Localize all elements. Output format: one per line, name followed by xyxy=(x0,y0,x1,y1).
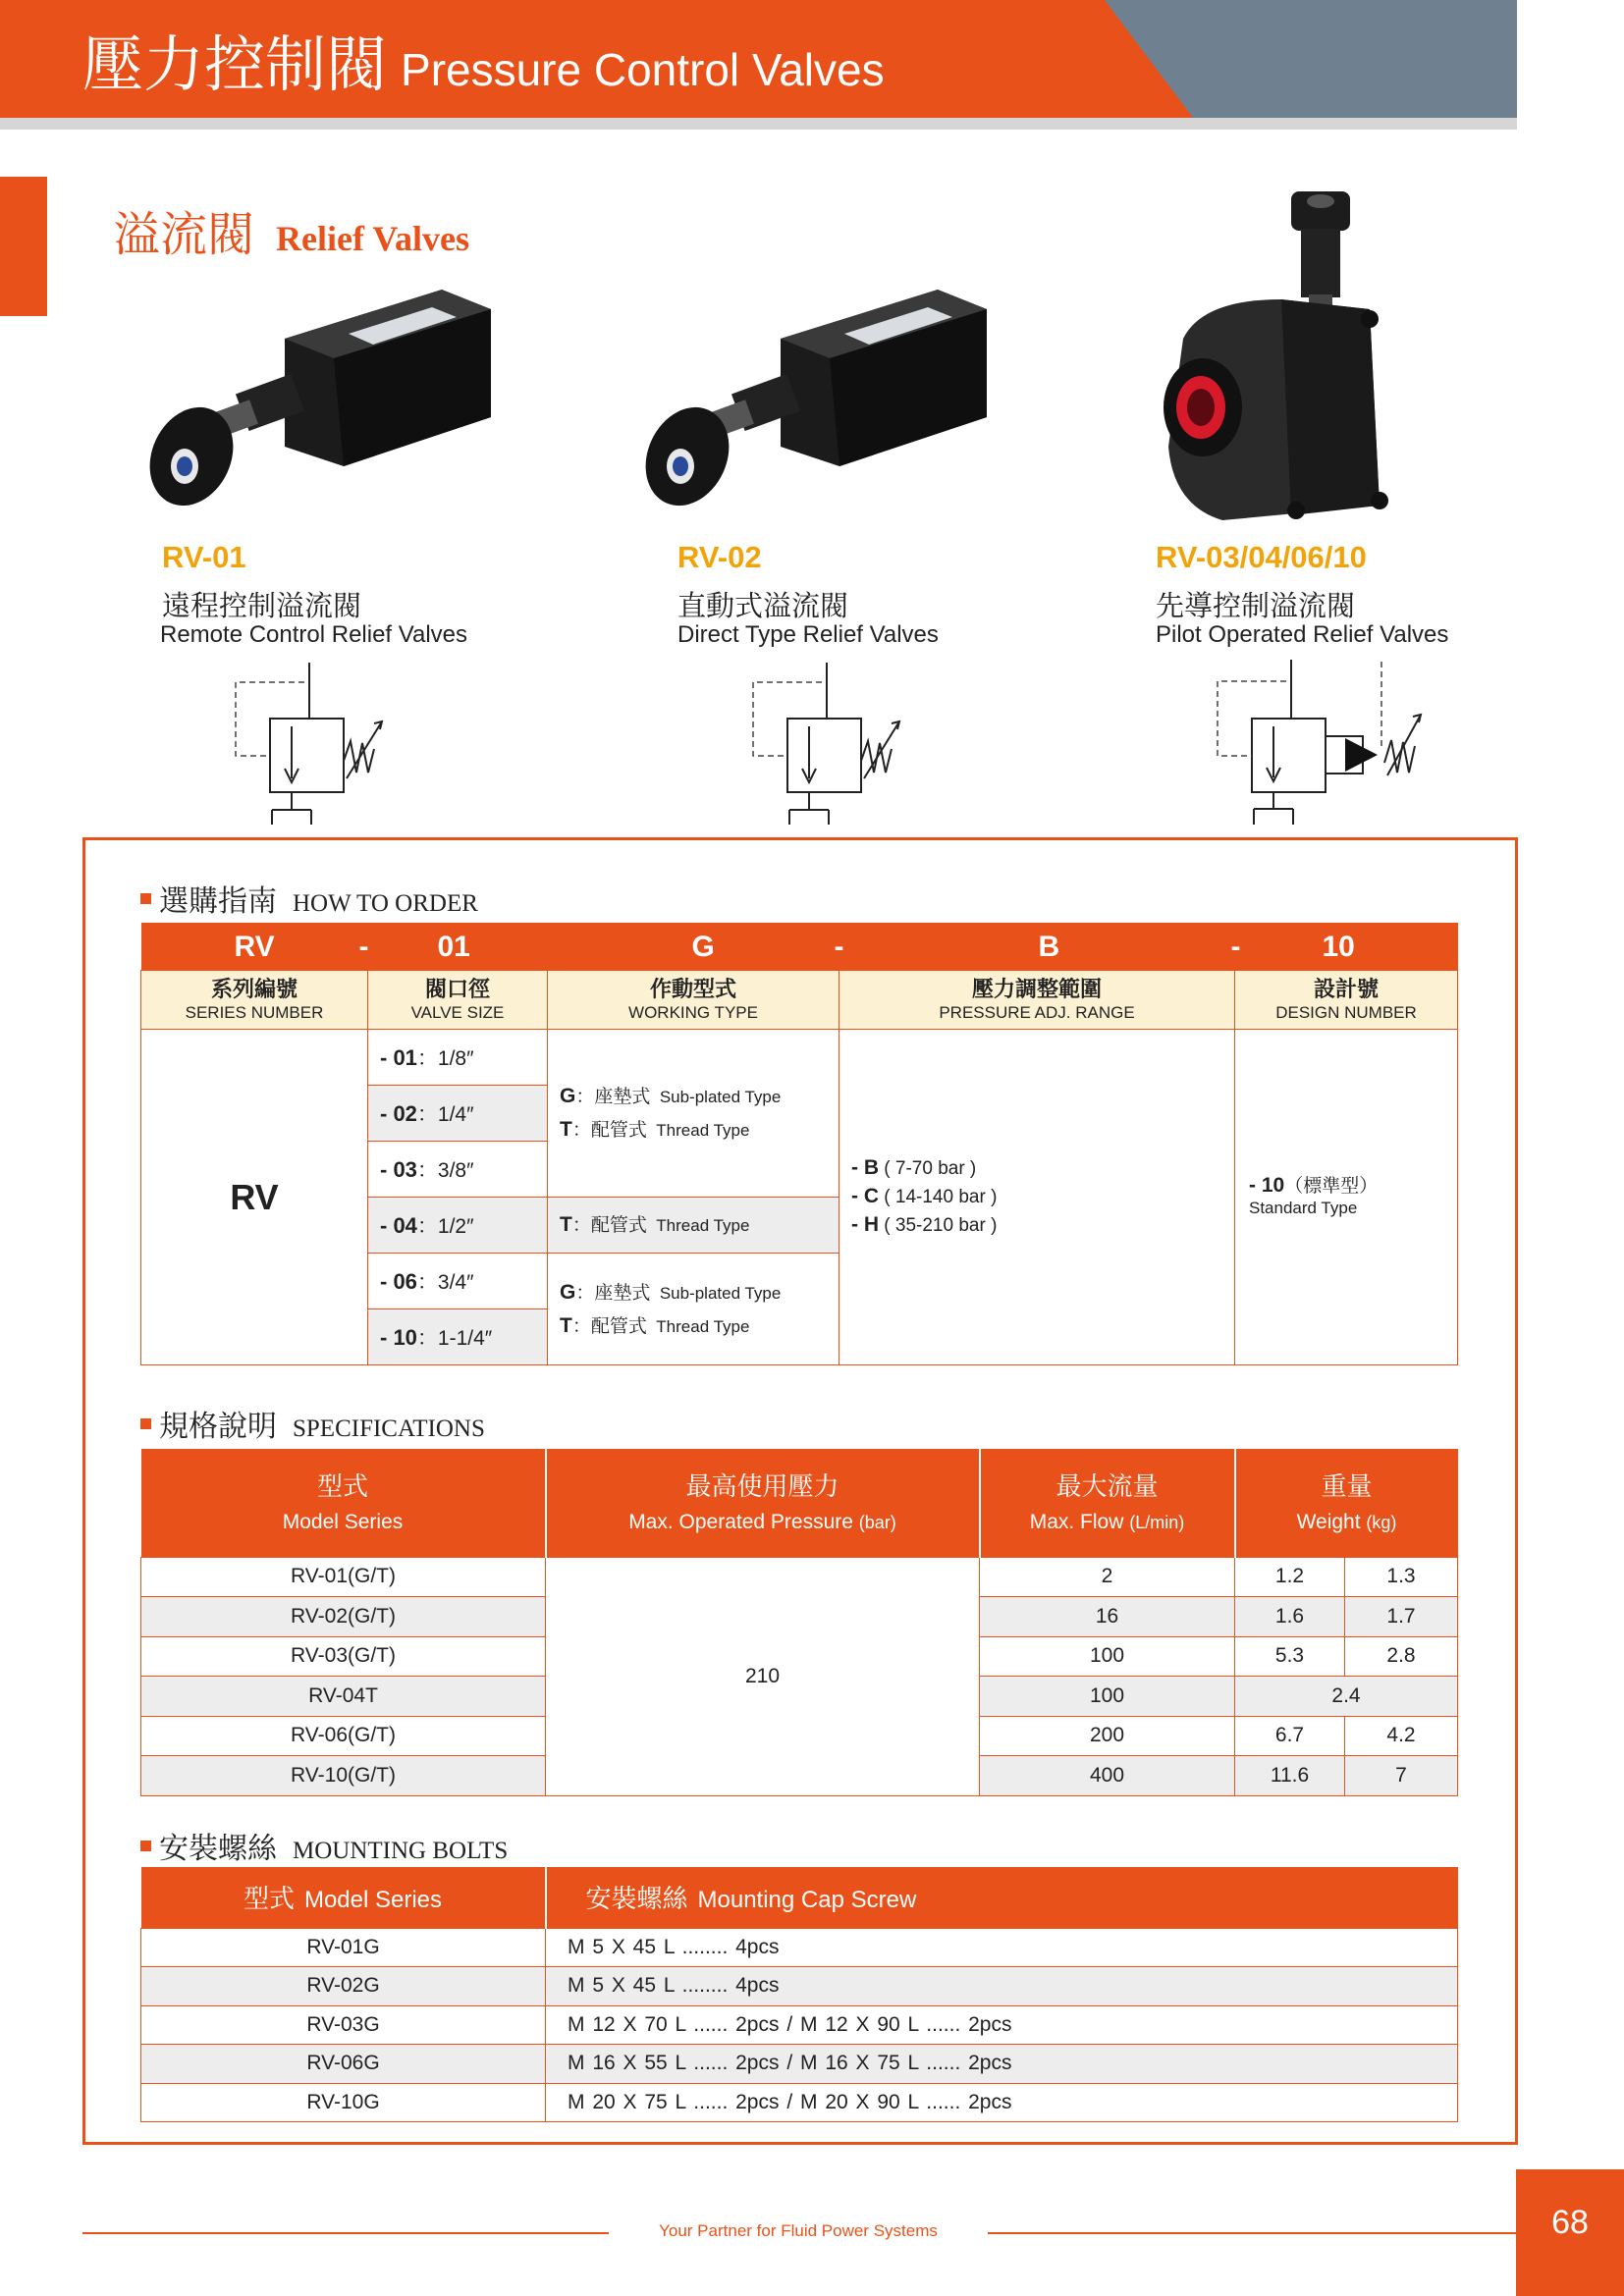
order-header-row xyxy=(141,971,1458,1030)
size-06: - 06：3/4″ xyxy=(368,1254,548,1309)
specifications-table xyxy=(140,1449,1458,1796)
spec-weight-2: 4.2 xyxy=(1345,1716,1458,1756)
spec-model: RV-04T xyxy=(141,1677,546,1717)
bolt-model: RV-01G xyxy=(141,1928,546,1967)
product-code-rv-02: RV-02 xyxy=(677,540,762,574)
header-valve-size: 閥口徑 VALVE SIZE xyxy=(368,971,548,1030)
spec-header-row xyxy=(141,1449,1458,1557)
table-row xyxy=(141,2005,1458,2045)
footer-line-left xyxy=(82,2232,609,2234)
size-03: - 03：3/8″ xyxy=(368,1142,548,1198)
bullet-square-icon xyxy=(140,893,151,904)
section-title xyxy=(113,196,469,264)
header-design-number: 設計號 DESIGN NUMBER xyxy=(1235,971,1458,1030)
order-code-dash: - xyxy=(358,931,369,963)
range-b: - B ( 7-70 bar ) xyxy=(851,1156,977,1179)
table-row xyxy=(141,2083,1458,2122)
bolt-model: RV-10G xyxy=(141,2083,546,2122)
table-row xyxy=(141,2045,1458,2084)
mounting-bolts-heading xyxy=(140,1824,508,1867)
spec-weight: 2.4 xyxy=(1235,1677,1458,1717)
spec-flow: 16 xyxy=(980,1597,1235,1637)
order-row xyxy=(141,1030,1458,1086)
order-code-size: 01 xyxy=(437,931,470,963)
bullet-square-icon xyxy=(140,1841,151,1851)
bolt-screw: M 5 X 45 L ........ 4pcs xyxy=(546,1967,1458,2006)
spec-weight-1: 1.2 xyxy=(1235,1557,1345,1597)
rv-02-hydraulic-symbol xyxy=(748,663,915,829)
order-code-series: RV xyxy=(234,931,275,963)
size-04: - 04：1/2″ xyxy=(368,1198,548,1254)
header-series: 系列編號 SERIES NUMBER xyxy=(141,971,368,1030)
spec-model: RV-02(G/T) xyxy=(141,1597,546,1637)
spec-weight-1: 1.6 xyxy=(1235,1597,1345,1637)
product-name-en-rv-02: Direct Type Relief Valves xyxy=(677,621,939,648)
working-type-gt: G：座墊式 Sub-plated Type T：配管式 Thread Type xyxy=(548,1030,839,1198)
page-title-zh: 壓力控制閥 xyxy=(82,31,388,99)
footer-line-right xyxy=(988,2232,1516,2234)
spec-pressure: 210 xyxy=(546,1557,980,1795)
header-divider xyxy=(0,118,1517,130)
pressure-ranges xyxy=(839,1030,1235,1365)
size-02: - 02：1/4″ xyxy=(368,1086,548,1142)
how-to-order-title-zh: 選購指南 xyxy=(159,885,277,918)
specifications-title-en: SPECIFICATIONS xyxy=(293,1415,485,1442)
page-number: 68 xyxy=(1516,2169,1624,2296)
design-number-value: - 10（標準型） Standard Type xyxy=(1235,1030,1458,1365)
product-code-rv-01: RV-01 xyxy=(162,540,246,574)
rv-03-product-photo xyxy=(1144,182,1409,525)
bolt-model: RV-03G xyxy=(141,2005,546,2045)
spec-header-model: 型式 Model Series xyxy=(141,1449,546,1557)
order-code-dash: - xyxy=(834,931,844,963)
bolt-model: RV-06G xyxy=(141,2045,546,2084)
mounting-bolts-title-en: MOUNTING BOLTS xyxy=(293,1838,509,1864)
bolt-model: RV-02G xyxy=(141,1967,546,2006)
section-title-zh: 溢流閥 xyxy=(113,209,255,261)
page-title xyxy=(82,31,885,104)
table-row xyxy=(141,1928,1458,1967)
bolts-header-row xyxy=(141,1867,1458,1928)
rv-01-product-photo xyxy=(147,280,501,525)
product-code-rv-03: RV-03/04/06/10 xyxy=(1156,540,1367,574)
working-type-t: T：配管式 Thread Type xyxy=(548,1198,839,1254)
spec-header-pressure: 最高使用壓力 Max. Operated Pressure (bar) xyxy=(546,1449,980,1557)
table-row xyxy=(141,1557,1458,1597)
order-code-range: B xyxy=(1038,931,1060,963)
series-value: RV xyxy=(141,1030,368,1365)
range-c: - C ( 14-140 bar ) xyxy=(851,1185,998,1207)
spec-flow: 100 xyxy=(980,1636,1235,1677)
rv-01-hydraulic-symbol xyxy=(231,663,398,829)
footer-tagline: Your Partner for Fluid Power Systems xyxy=(659,2221,938,2240)
spec-model: RV-10(G/T) xyxy=(141,1756,546,1796)
spec-weight-2: 2.8 xyxy=(1345,1636,1458,1677)
spec-flow: 2 xyxy=(980,1557,1235,1597)
spec-weight-2: 7 xyxy=(1345,1756,1458,1796)
bolt-screw: M 5 X 45 L ........ 4pcs xyxy=(546,1928,1458,1967)
rv-03-hydraulic-symbol xyxy=(1213,660,1429,831)
spec-weight-2: 1.3 xyxy=(1345,1557,1458,1597)
product-name-en-rv-03: Pilot Operated Relief Valves xyxy=(1156,621,1449,648)
header-pressure-range: 壓力調整範圍 PRESSURE ADJ. RANGE xyxy=(839,971,1235,1030)
bolt-screw: M 16 X 55 L ...... 2pcs / M 16 X 75 L ...... 2pcs xyxy=(546,2045,1458,2084)
rv-02-product-photo xyxy=(643,280,997,525)
spec-flow: 200 xyxy=(980,1716,1235,1756)
specifications-title-zh: 規格說明 xyxy=(159,1411,277,1443)
range-h: - H ( 35-210 bar ) xyxy=(851,1213,998,1236)
spec-header-flow: 最大流量 Max. Flow (L/min) xyxy=(980,1449,1235,1557)
bullet-square-icon xyxy=(140,1418,151,1429)
spec-model: RV-01(G/T) xyxy=(141,1557,546,1597)
spec-flow: 400 xyxy=(980,1756,1235,1796)
section-title-en: Relief Valves xyxy=(276,219,469,258)
spec-flow: 100 xyxy=(980,1677,1235,1717)
size-10: - 10：1-1/4″ xyxy=(368,1309,548,1365)
order-code-row xyxy=(141,923,1458,971)
specifications-heading xyxy=(140,1402,485,1445)
product-name-zh-rv-03: 先導控制溢流閥 xyxy=(1156,591,1356,622)
bolts-header-screw: 安裝螺絲 Mounting Cap Screw xyxy=(546,1867,1458,1928)
mounting-bolts-table xyxy=(140,1867,1458,2122)
spec-weight-2: 1.7 xyxy=(1345,1597,1458,1637)
page-title-en: Pressure Control Valves xyxy=(401,44,885,95)
spec-model: RV-03(G/T) xyxy=(141,1636,546,1677)
bolts-header-model: 型式 Model Series xyxy=(141,1867,546,1928)
product-name-zh-rv-02: 直動式溢流閥 xyxy=(677,591,849,622)
spec-weight-1: 6.7 xyxy=(1235,1716,1345,1756)
order-code-working: G xyxy=(691,931,715,963)
mounting-bolts-title-zh: 安裝螺絲 xyxy=(159,1833,277,1865)
bolt-screw: M 20 X 75 L ...... 2pcs / M 20 X 90 L ...... 2pcs xyxy=(546,2083,1458,2122)
order-code-design: 10 xyxy=(1322,931,1355,963)
spec-model: RV-06(G/T) xyxy=(141,1716,546,1756)
side-tab xyxy=(0,177,47,316)
size-01: - 01：1/8″ xyxy=(368,1030,548,1086)
product-name-zh-rv-01: 遠程控制溢流閥 xyxy=(162,591,362,622)
product-name-en-rv-01: Remote Control Relief Valves xyxy=(160,621,468,648)
header-working-type: 作動型式 WORKING TYPE xyxy=(548,971,839,1030)
spec-weight-1: 11.6 xyxy=(1235,1756,1345,1796)
how-to-order-heading xyxy=(140,877,478,920)
order-code-dash: - xyxy=(1230,931,1241,963)
working-type-gt: G：座墊式 Sub-plated Type T：配管式 Thread Type xyxy=(548,1254,839,1365)
spec-weight-1: 5.3 xyxy=(1235,1636,1345,1677)
how-to-order-table xyxy=(140,923,1458,1365)
spec-header-weight: 重量 Weight (kg) xyxy=(1235,1449,1458,1557)
bolt-screw: M 12 X 70 L ...... 2pcs / M 12 X 90 L ...... 2pcs xyxy=(546,2005,1458,2045)
how-to-order-title-en: HOW TO ORDER xyxy=(293,890,478,917)
table-row xyxy=(141,1967,1458,2006)
